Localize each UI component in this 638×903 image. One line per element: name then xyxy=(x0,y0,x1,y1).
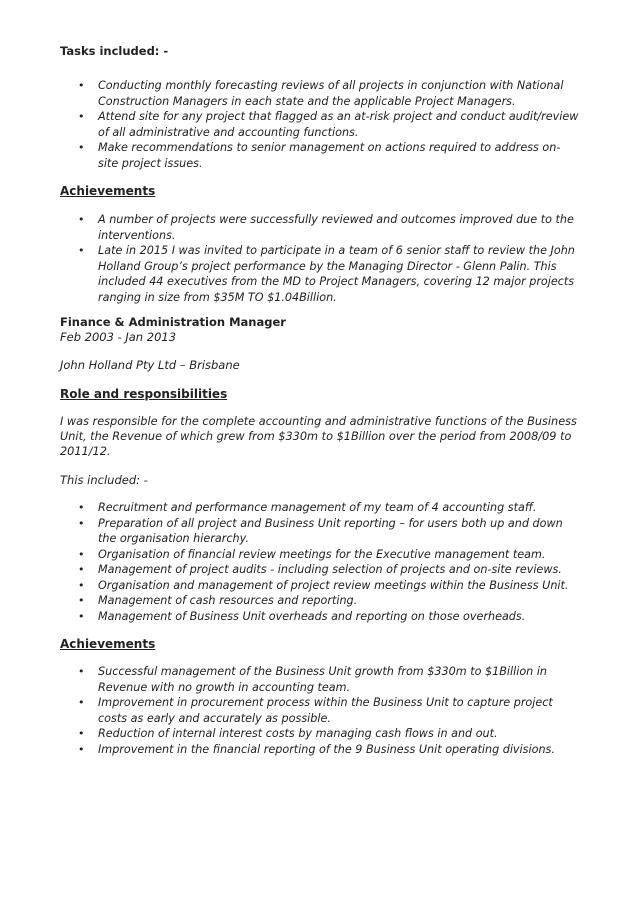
job-achievements-list xyxy=(60,664,580,757)
job-title: Finance & Administration Manager xyxy=(60,315,286,329)
list-item: • Recruitment and performance management of my team of 4 accounting staff. xyxy=(78,501,537,514)
achievements-heading: Achievements xyxy=(60,184,156,198)
achievements-list xyxy=(60,212,580,305)
bullet-icon: • xyxy=(78,516,85,530)
bullet-icon: • xyxy=(78,594,85,607)
list-item: • Late in 2015 I was invited to participate in a team of 6 senior staff to review the John Holland Group’s project performance by the Managing Director - Glenn Palin. This included 44 executives from the MD to Project Managers, covering 12 major projects ranging in size from $35M TO $1.04Billion. xyxy=(78,244,575,304)
list-item: • Successful management of the Business Unit growth from $330m to $1Billion in Revenue with no growth in accounting team. xyxy=(78,665,548,694)
bullet-icon: • xyxy=(78,578,85,592)
list-item: • Management of Business Unit overheads and reporting on those overheads. xyxy=(78,609,526,623)
bullet-icon: • xyxy=(78,79,85,92)
resume-page xyxy=(60,44,580,757)
bullet-icon: • xyxy=(78,563,85,576)
job-dates: Feb 2003 - Jan 2013 xyxy=(60,330,177,344)
list-item: • Management of cash resources and reporting. xyxy=(78,594,358,607)
job-achievements-heading: Achievements xyxy=(60,637,156,651)
bullet-icon: • xyxy=(78,727,85,740)
bullet-icon: • xyxy=(78,110,85,123)
list-item: • Improvement in procurement process within the Business Unit to capture project costs as early and accurately as possible. xyxy=(78,696,553,725)
list-item: • Organisation of financial review meetings for the Executive management team. xyxy=(78,547,546,561)
duties-list xyxy=(60,500,580,624)
bullet-icon: • xyxy=(78,547,85,561)
list-item: • Make recommendations to senior management on actions required to address on-site project issues. xyxy=(78,141,561,170)
bullet-icon: • xyxy=(78,665,85,678)
list-item: • Organisation and management of project review meetings within the Business Unit. xyxy=(78,578,569,592)
role-summary: I was responsible for the complete accounting and administrative functions of the Business Unit, the Revenue of which grew from $330m to $1Billion over the period from 2008/09 to 2011/12. xyxy=(60,415,577,458)
bullet-icon: • xyxy=(78,244,85,257)
bullet-icon: • xyxy=(78,501,85,514)
bullet-icon: • xyxy=(78,141,85,154)
list-item: • A number of projects were successfully reviewed and outcomes improved due to the interventions. xyxy=(78,213,574,242)
bullet-icon: • xyxy=(78,213,85,226)
bullet-icon: • xyxy=(78,696,85,709)
role-heading: Role and responsibilities xyxy=(60,387,228,401)
tasks-list xyxy=(60,78,580,171)
list-item: • Attend site for any project that flagged as an at-risk project and conduct audit/review of all administrative and accounting functions. xyxy=(78,110,579,139)
tasks-label: Tasks included: - xyxy=(60,44,169,58)
list-item: • Preparation of all project and Business Unit reporting – for users both up and down the organisation hierarchy. xyxy=(78,516,563,545)
bullet-icon: • xyxy=(78,609,85,623)
list-item: • Management of project audits - including selection of projects and on-site reviews. xyxy=(78,563,562,576)
list-item: • Conducting monthly forecasting reviews of all projects in conjunction with National Construction Managers in each state and the applicable Project Managers. xyxy=(78,79,564,108)
included-label: This included: - xyxy=(60,473,148,487)
job-company: John Holland Pty Ltd – Brisbane xyxy=(60,358,240,372)
list-item: • Reduction of internal interest costs by managing cash flows in and out. xyxy=(78,727,498,740)
bullet-icon: • xyxy=(78,742,85,756)
list-item: • Improvement in the financial reporting of the 9 Business Unit operating divisions. xyxy=(78,742,555,756)
